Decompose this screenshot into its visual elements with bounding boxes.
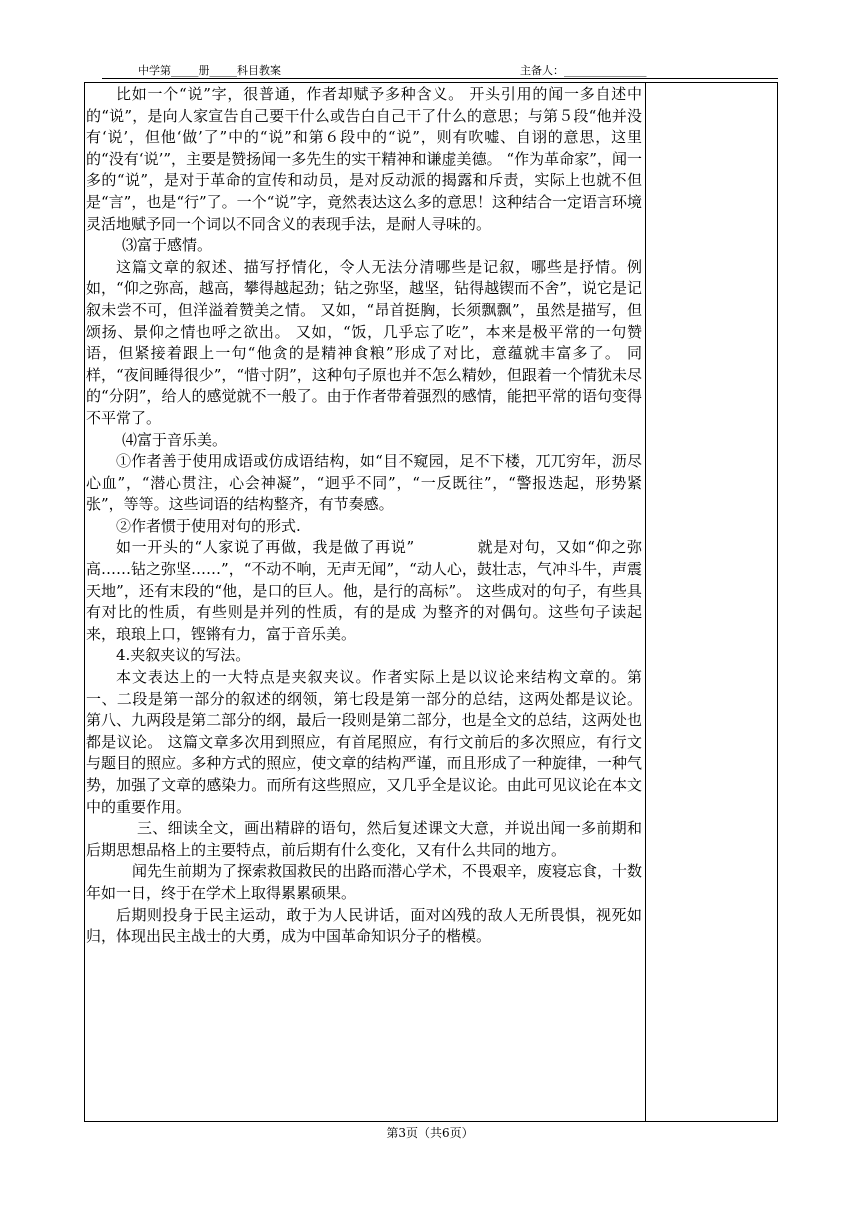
column-divider (645, 83, 646, 1121)
page-header (102, 62, 778, 80)
paragraph-task-three: 三、细读全文，画出精辟的语句，然后复述课文大意，并说出闻一多前期和后期思想品格上的主要特点，前后期有什么变化，又有什么共同的地方。 (86, 819, 642, 859)
header-left-text: 中学第_____册_____科目教案 (138, 64, 281, 77)
paragraph-couplets: 如一开头的“人家说了再做，我是做了再说” 就是对句，又如“仰之弥高……钻之弥坚……”，“不动不响，无声无闻”，“动人心，鼓壮志，气冲斗牛，声震天地”，还有末段的“他，是口的巨人。他，是行的高标”。 这些成对的句子，有些具有对比的性质，有些则是并列的性质，有的是成 为整齐的对偶句。这些句子读起来，琅琅上口，铿锵有力，富于音乐美。 (86, 538, 642, 643)
paragraph-narration-argument: 本文表达上的一大特点是夹叙夹议。作者实际上是以议论来结构文章的。第 一、二段是第一部分的叙述的纲领，第七段是第一部分的总结，这两处都是议论。 第八、九两段是第二部分的纲，最后一段则是第二部分，也是全文的总结，这两处也都是议论。 这篇文章多次用到照应，有首尾照应，有行文前后的多次照应，有行文与题目的照应。多种方式的照应，使文章的结构严谨，而且形成了一种旋律，一种气势，加强了文章的感染力。而所有这些照应，又几乎全是议论。由此可见议论在本文中的重要作用。 (86, 668, 642, 816)
header-right-text: 主备人：_______________ (520, 64, 647, 77)
lesson-content (86, 84, 642, 1118)
header-rule (102, 78, 778, 79)
heading-emotion: ⑶富于感情。 (122, 236, 213, 255)
paragraph-couplets-intro: ②作者惯于使用对句的形式. (116, 516, 301, 535)
paragraph-late-period: 后期则投身于民主运动，敢于为人民讲话，面对凶残的敌人无所畏惧，视死如归，体现出民主战士的大勇，成为中国革命知识分子的楷模。 (86, 905, 642, 946)
page-number: 第3页（共6页） (386, 1126, 474, 1140)
heading-music: ⑷富于音乐美。 (122, 430, 228, 449)
paragraph-idioms: ①作者善于使用成语或仿成语结构，如“目不窥园，足不下楼，兀兀穷年，沥尽心血”，“潜心贯注，心会神凝”，“迥乎不同”，“一反既往”，“警报迭起，形势紧张”，等等。这些词语的结构整齐，有节奏感。 (86, 452, 642, 514)
heading-narration-argument: 4.夹叙夹议的写法。 (116, 646, 251, 665)
paragraph-emotion: 这篇文章的叙述、描写抒情化，令人无法分清哪些是记叙，哪些是抒情。例如，“仰之弥高，越高，攀得越起劲；钻之弥坚，越坚，钻得越锲而不舍”，说它是记叙未尝不可，但洋溢着赞美之情。 又如，“昂首挺胸，长须飘飘”，虽然是描写，但颂扬、景仰之情也呼之欲出。 又如，“饭，几乎忘了吃”，本来是极平常的一句赞语，但紧接着跟上一句“他贪的是精神食粮”形成了对比，意蕴就丰富多了。 同样，“夜间睡得很少”，“惜寸阴”，这种句子原也并不怎么精妙，但跟着一个情犹未尽的“分阴”，给人的感觉就不一般了。由于作者带着强烈的感情，能把平常的语句变得不平常了。 (86, 257, 642, 427)
paragraph-shuo-meaning: 比如一个“说”字，很普通，作者却赋予多种含义。 开头引用的闻一多自述中的“说”，是向人家宣告自己要干什么或告白自己干了什么的意思；与第５段“他并没有‘说’，但他‘做’了”中的“说”和第６段中的“说”，则有吹嘘、自诩的意思，这里的“没有‘说’”，主要是赞扬闻一多先生的实干精神和谦虚美德。 “作为革命家”，闻一多的“说”，是对于革命的宣传和动员，是对反动派的揭露和斥责，实际上也就不但是“言”，也是“行”了。一个“说”字，竟然表达这么多的意思！这种结合一定语言环境灵活地赋予同一个词以不同含义的表现手法，是耐人寻味的。 (86, 85, 642, 233)
paragraph-early-period: 闻先生前期为了探索救国救民的出路而潜心学术，不畏艰辛，废寝忘食，十数年如一日，终于在学术上取得累累硕果。 (86, 862, 642, 902)
